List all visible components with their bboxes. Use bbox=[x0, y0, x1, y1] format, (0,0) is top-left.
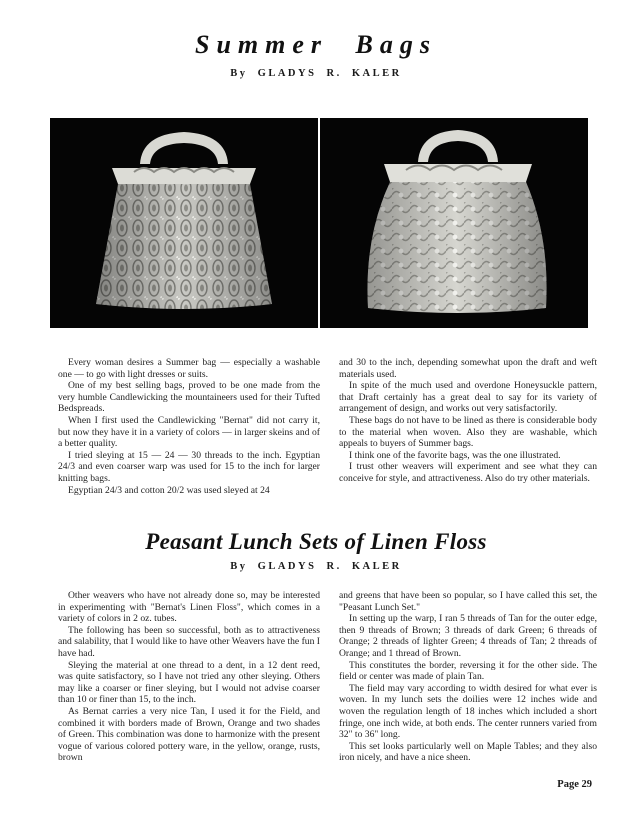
paragraph: The field may vary according to width desired for what ever is woven. In my lunch sets the doilies were 12 inches wide and woven the regulation length of 18 inches which included a short fringe, one inch wide, at both ends. The center runners varied from 32" to 36" long. bbox=[339, 682, 597, 741]
article-byline-2: By GLADYS R. KALER bbox=[230, 561, 402, 572]
handbag-photo-left-image bbox=[50, 118, 318, 328]
article-byline-1: By GLADYS R. KALER bbox=[230, 68, 402, 79]
article-title-summer-bags: Summer Bags bbox=[195, 30, 437, 59]
paragraph: Other weavers who have not already done so, may be interested in experimenting with "Bernat's Linen Floss", which comes in a variety of colors in 2 oz. tubes. bbox=[58, 590, 320, 625]
article2-right-column bbox=[339, 590, 597, 764]
paragraph: When I first used the Candlewicking "Bernat" did not carry it, but now they have it in a variety of colors — in larger skeins and of a better quality. bbox=[58, 414, 320, 450]
paragraph: Egyptian 24/3 and cotton 20/2 was used sleyed at 24 bbox=[68, 484, 270, 496]
paragraph: These bags do not have to be lined as there is considerable body to the material when woven. Also they are washable, which appeals to buyers of Summer bags. bbox=[339, 414, 597, 450]
article1-left-column bbox=[58, 357, 320, 496]
handbag-photo-right bbox=[320, 118, 588, 328]
paragraph: As Bernat carries a very nice Tan, I used it for the Field, and combined it with borders made of Brown, Orange and two shades of Green. This combination was done to harmonize with the present vogue of various colored pottery ware, in the yellow, orange, rusts, brown bbox=[58, 705, 320, 764]
paragraph: This constitutes the border, reversing it for the other side. The field or center was made of plain Tan. bbox=[339, 659, 597, 683]
paragraph: The following has been so successful, both as to attractiveness and salability, that I would like to have other Weavers have the fun I have had. bbox=[58, 624, 320, 659]
paragraph: One of my best selling bags, proved to be one made from the very humble Candlewicking the mountaineers used for their Tufted Bedspreads. bbox=[58, 380, 320, 415]
handbag-photo-right-image bbox=[320, 118, 588, 328]
paragraph: I trust other weavers will experiment and see what they can conceive for style, and attractiveness. Also do try other materials. bbox=[339, 461, 597, 484]
paragraph: I tried sleying at 15 — 24 — 30 threads to the inch. Egyptian 24/3 and even coarser warp was used for 15 to the inch for larger knitting bags. bbox=[58, 449, 320, 484]
page-number: Page 29 bbox=[557, 779, 592, 790]
paragraph: In spite of the much used and overdone Honeysuckle pattern, that Draft certainly has a great deal to say for its variety of arrangement of design, and works out very satisfactorily. bbox=[339, 380, 597, 415]
paragraph: Every woman desires a Summer bag — especially a washable one — to go with light dresses or suits. bbox=[58, 357, 320, 380]
paragraph: and 30 to the inch, depending somewhat upon the draft and weft materials used. bbox=[339, 357, 597, 380]
article2-left-column bbox=[58, 590, 320, 764]
paragraph: In setting up the warp, I ran 5 threads of Tan for the outer edge, then 9 threads of Brown; 3 threads of dark Green; 6 threads of Orange; 2 threads of lighter Green; 4 threads of Tan; 2 threads of Orange; and 1 thread of Brown. bbox=[339, 613, 597, 659]
paragraph: I think one of the favorite bags, was the one illustrated. bbox=[349, 449, 561, 461]
article1-right-column bbox=[339, 357, 597, 485]
paragraph: This set looks particularly well on Maple Tables; and they also iron nicely, and have a nice sheen. bbox=[339, 740, 597, 764]
article-title-peasant-lunch-sets: Peasant Lunch Sets of Linen Floss bbox=[145, 529, 487, 554]
paragraph: and greens that have been so popular, so I have called this set, the "Peasant Lunch Set." bbox=[339, 590, 597, 613]
handbag-photo-left bbox=[50, 118, 318, 328]
paragraph: Sleying the material at one thread to a dent, in a 12 dent reed, was quite satisfactory, so I have not tried any other sleying. Others may like a coarser or finer sleying, but I would not advise coarser than 10 or finer than 15, to the inch. bbox=[58, 659, 320, 706]
